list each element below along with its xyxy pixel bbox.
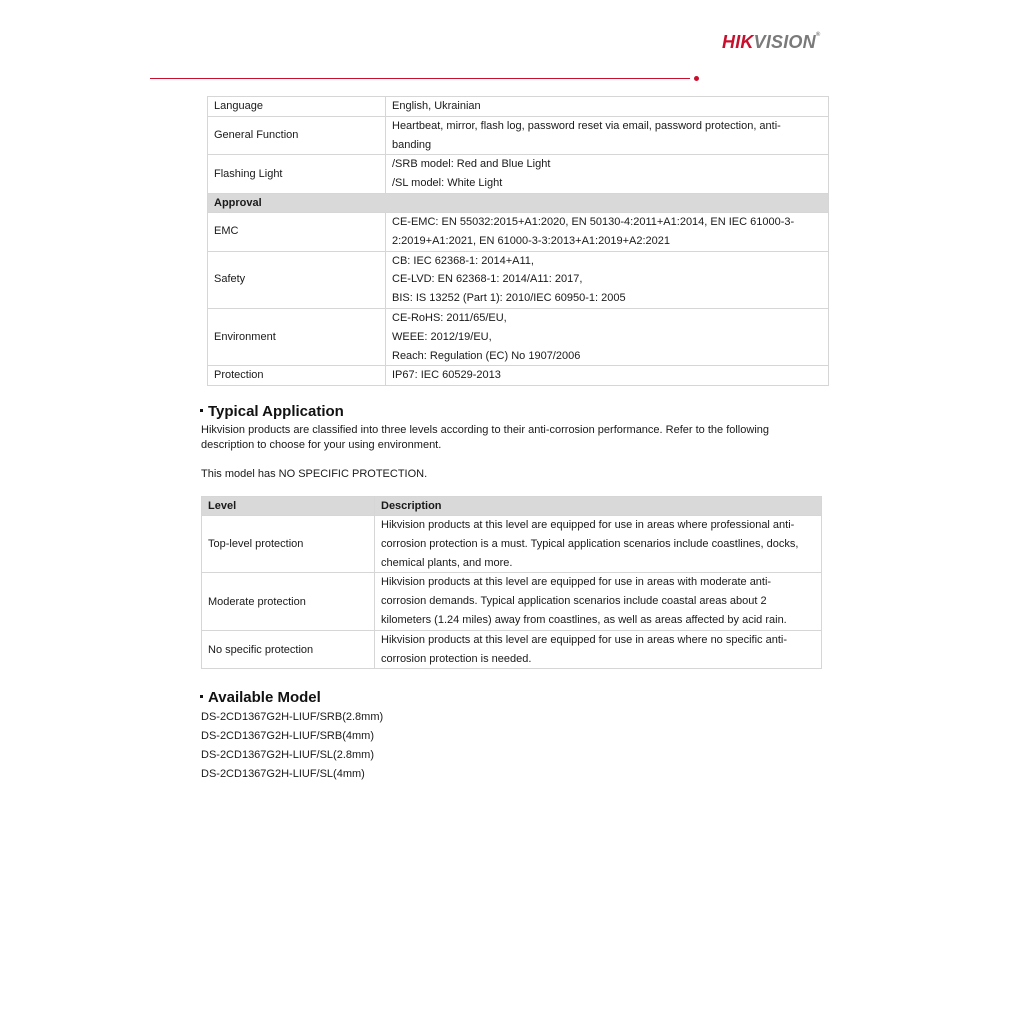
protection-note: This model has NO SPECIFIC PROTECTION.	[201, 468, 428, 480]
description-line: Hikvision products at this level are equipped for use in areas with moderate anti-	[381, 576, 772, 589]
description-line: kilometers (1.24 miles) away from coastlines, as well as areas affected by acid rain.	[381, 613, 787, 626]
spec-key: EMC	[208, 212, 386, 251]
table-row	[202, 630, 822, 669]
description-line: chemical plants, and more.	[381, 556, 513, 569]
spec-value-line: /SL model: White Light	[392, 177, 503, 190]
logo-text-gray: VISION	[753, 32, 816, 52]
table-header-row	[202, 497, 822, 516]
spec-value-line: /SRB model: Red and Blue Light	[392, 158, 551, 171]
header-level: Level	[202, 497, 375, 516]
section-label: Approval	[208, 193, 829, 212]
description-line: corrosion protection is a must. Typical application scenarios include coastlines, docks,	[381, 537, 799, 550]
spec-value-line: English, Ukrainian	[392, 100, 481, 112]
description-line: Hikvision products at this level are equipped for use in areas where professional anti-	[381, 519, 795, 531]
description-line: corrosion demands. Typical application scenarios include coastal areas about 2	[381, 595, 767, 608]
level-cell: Top-level protection	[202, 516, 375, 573]
spec-value	[386, 97, 829, 117]
section-row-approval	[208, 193, 829, 212]
spec-value	[386, 116, 829, 155]
spec-key: Environment	[208, 308, 386, 365]
spec-value	[386, 155, 829, 194]
protection-level-table	[201, 496, 822, 669]
description-line: corrosion protection is needed.	[381, 652, 532, 665]
header-divider	[150, 78, 690, 79]
spec-value-line: CB: IEC 62368-1: 2014+A11,	[392, 254, 534, 267]
header-description: Description	[375, 497, 822, 516]
typical-application-heading: Typical Application	[200, 403, 344, 420]
list-item: DS-2CD1367G2H-LIUF/SL(2.8mm)	[201, 749, 374, 761]
spec-value	[386, 212, 829, 251]
spec-value-line: Heartbeat, mirror, flash log, password reset via email, password protection, anti-	[392, 119, 781, 132]
table-row	[202, 516, 822, 573]
spec-value-line: 2:2019+A1:2021, EN 61000-3-3:2013+A1:2019+A2:2021	[392, 234, 670, 247]
spec-value-line: CE-RoHS: 2011/65/EU,	[392, 311, 507, 324]
spec-row	[208, 366, 829, 386]
spec-key: Safety	[208, 251, 386, 308]
spec-value-line: WEEE: 2012/19/EU,	[392, 330, 492, 343]
spec-value	[386, 251, 829, 308]
bullet-icon	[200, 695, 203, 698]
level-cell: Moderate protection	[202, 573, 375, 630]
spec-value-line: BIS: IS 13252 (Part 1): 2010/IEC 60950-1: 2005	[392, 292, 626, 305]
spec-value	[386, 366, 829, 386]
typical-application-intro: Hikvision products are classified into three levels according to their anti-corrosion performance. Refer to the following description to choose for your using environment.	[201, 424, 769, 451]
model-list	[201, 708, 383, 784]
spec-row	[208, 155, 829, 194]
description-cell	[375, 573, 822, 630]
spec-value-line: CE-LVD: EN 62368-1: 2014/A11: 2017,	[392, 273, 583, 286]
logo-registered-mark: ®	[815, 32, 821, 38]
spec-key: Flashing Light	[208, 155, 386, 194]
spec-row	[208, 116, 829, 155]
spec-row	[208, 251, 829, 308]
logo-text-red: HIK	[722, 32, 754, 52]
list-item: DS-2CD1367G2H-LIUF/SRB(4mm)	[201, 730, 374, 742]
spec-table	[207, 96, 829, 386]
header-divider-dot	[694, 76, 699, 81]
spec-row	[208, 308, 829, 365]
description-cell	[375, 516, 822, 573]
spec-row	[208, 97, 829, 117]
spec-value-line: IP67: IEC 60529-2013	[392, 369, 501, 382]
spec-key: General Function	[208, 116, 386, 155]
bullet-icon	[200, 409, 203, 412]
hikvision-logo	[722, 32, 820, 53]
list-item: DS-2CD1367G2H-LIUF/SRB(2.8mm)	[201, 711, 384, 723]
table-row	[202, 573, 822, 630]
list-item: DS-2CD1367G2H-LIUF/SL(4mm)	[201, 768, 365, 780]
spec-row	[208, 212, 829, 251]
available-model-heading: Available Model	[200, 689, 321, 706]
spec-value-line: Reach: Regulation (EC) No 1907/2006	[392, 349, 581, 362]
level-cell: No specific protection	[202, 630, 375, 669]
spec-value-line: CE-EMC: EN 55032:2015+A1:2020, EN 50130-4:2011+A1:2014, EN IEC 61000-3-	[392, 215, 795, 228]
spec-key: Protection	[208, 366, 386, 386]
spec-key: Language	[208, 97, 386, 117]
description-cell	[375, 630, 822, 669]
spec-value-line: banding	[392, 138, 432, 151]
description-line: Hikvision products at this level are equipped for use in areas where no specific anti-	[381, 633, 787, 646]
spec-value	[386, 308, 829, 365]
